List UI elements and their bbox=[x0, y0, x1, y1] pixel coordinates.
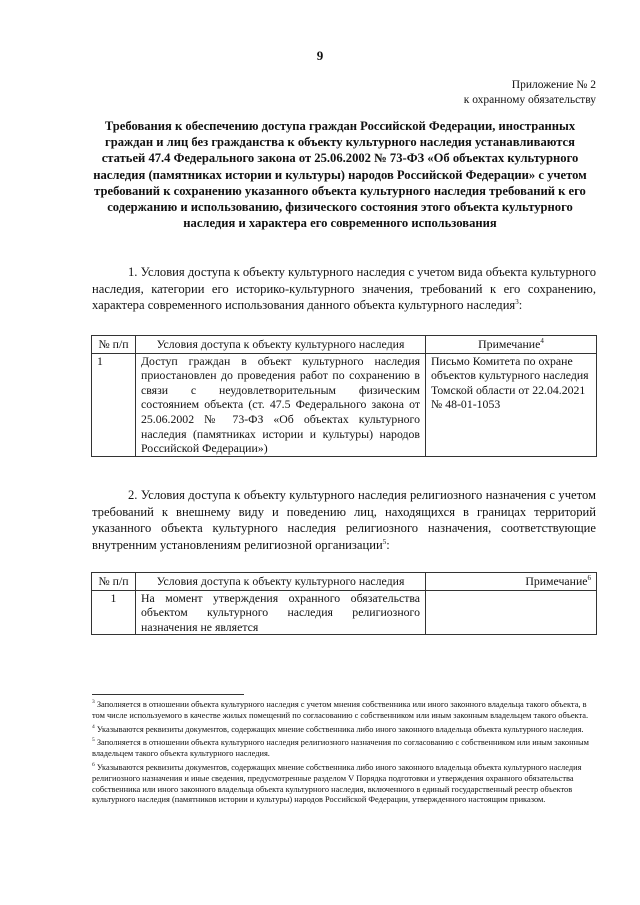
religious-access-table bbox=[91, 572, 597, 635]
table-header-row bbox=[92, 336, 597, 354]
row-num: 1 bbox=[92, 353, 136, 456]
footnote-3 bbox=[92, 700, 598, 722]
footnote-text: Заполняется в отношении объекта культурного наследия с учетом мнения собственника или иного законного владельца такого объекта, в том числе используемого в качестве жилых помещений по согласованию с собственником или иным законным владельцем такого объекта. bbox=[92, 700, 589, 720]
access-conditions-table bbox=[91, 335, 597, 457]
section-1-text: 1. Условия доступа к объекту культурного наследия с учетом вида объекта культурного наследия, категории его историко-культурного значения, требований к его сохранению, характера современного использования данного объекта культурного наследия$^3$: bbox=[92, 265, 596, 313]
row-conditions: На момент утверждения охранного обязательства объектом культурного наследия религиозного назначения не является bbox=[136, 590, 426, 635]
footnote-text: Заполняется в отношении объекта культурного наследия религиозного назначения по согласованию с собственником или иным законным владельцем такого объекта культурного наследия. bbox=[92, 738, 589, 759]
footnote-mark: 5 bbox=[92, 737, 95, 744]
section-2-text: 2. Условия доступа к объекту культурного наследия религиозного назначения с учетом требований к внешнему виду и поведению лиц, находящихся в границах территорий указанного объекта культурного наследия религиозного назначения, соответствующие внутренним установлениям религиозной организации$^5$: bbox=[92, 488, 596, 552]
header-note bbox=[426, 336, 597, 354]
header-num: № п/п bbox=[92, 336, 136, 354]
header-note bbox=[426, 573, 597, 591]
footnotes bbox=[92, 700, 598, 809]
table-row bbox=[92, 353, 597, 456]
footnote-separator bbox=[92, 694, 244, 695]
footnote-mark: 3 bbox=[92, 699, 95, 706]
footnote-text: Указываются реквизиты документов, содержащих мнение собственника либо иного законного владельца объекта культурного наследия. bbox=[96, 724, 584, 734]
header-conditions: Условия доступа к объекту культурного наследия bbox=[136, 573, 426, 591]
footnote-ref-6: 6 bbox=[587, 574, 591, 583]
footnote-6 bbox=[92, 763, 598, 806]
table-row bbox=[92, 590, 597, 635]
row-num: 1 bbox=[92, 590, 136, 635]
appendix-header bbox=[464, 78, 596, 108]
footnote-ref-4: 4 bbox=[540, 337, 544, 346]
footnote-mark: 6 bbox=[92, 762, 95, 769]
footnote-5 bbox=[92, 738, 598, 760]
footnote-ref-5: 5 bbox=[382, 537, 387, 546]
header-note-label: Примечание bbox=[525, 574, 588, 588]
header-note-label: Примечание bbox=[478, 337, 541, 351]
section-1-body: 1. Условия доступа к объекту культурного наследия с учетом вида объекта культурного наследия, категории его историко-культурного значения, требований к его сохранению, характера современного использования данного объекта культурного наследия bbox=[92, 265, 596, 313]
appendix-line-1: Приложение № 2 bbox=[511, 79, 596, 91]
footnote-4 bbox=[92, 725, 598, 736]
row-note: Письмо Комитета по охране объектов культурного наследия Томской области от 22.04.2021 № 48-01-1053 bbox=[426, 353, 597, 456]
document-title: Требования к обеспечению доступа граждан Российской Федерации, иностранных граждан и лиц без гражданства к объекту культурного наследия устанавливаются статьей 47.4 Федерального закона от 25.06.2002 № 73-ФЗ «Об объектах культурного наследия (памятниках истории и культуры) народов Российской Федерации» с учетом требований к сохранению указанного объекта культурного наследия требований к его содержанию и использованию, физического состояния этого объекта культурного наследия и характера его современного использования bbox=[93, 119, 587, 231]
page-number: 9 bbox=[316, 48, 324, 63]
header-num: № п/п bbox=[92, 573, 136, 591]
header-conditions: Условия доступа к объекту культурного наследия bbox=[136, 336, 426, 354]
footnote-ref-3: 3 bbox=[515, 298, 519, 306]
footnote-text: Указываются реквизиты документов, содержащих мнение собственника либо иного законного владельца объекта культурного наследия религиозного назначения и иные сведения, предусмотренные разделом V Порядка подготовки и утверждения охранного обязательства собственника или иного законного владельца объекта культурного наследия, включенного в единый государственный реестр объектов культурного наследия (памятников истории и культуры) народов Российской Федерации, утвержденного настоящим приказом. bbox=[92, 762, 582, 805]
footnote-mark: 4 bbox=[92, 723, 95, 730]
table-header-row bbox=[92, 573, 597, 591]
appendix-line-2: к охранному обязательству bbox=[463, 94, 596, 106]
section-2-body: 2. Условия доступа к объекту культурного наследия религиозного назначения с учетом требований к внешнему виду и поведению лиц, находящихся в границах территорий указанного объекта культурного наследия религиозного назначения, соответствующие внутренним установлениям религиозной организации bbox=[92, 488, 596, 552]
row-note bbox=[426, 590, 597, 635]
row-conditions: Доступ граждан в объект культурного наследия приостановлен до проведения работ по сохранению в связи с неудовлетворительным физическим состоянием объекта (ст. 47.5 Федерального закона от 25.06.2002 № 73-ФЗ «Об объектах культурного наследия (памятниках истории и культуры) народов Российской Федерации») bbox=[136, 353, 426, 456]
